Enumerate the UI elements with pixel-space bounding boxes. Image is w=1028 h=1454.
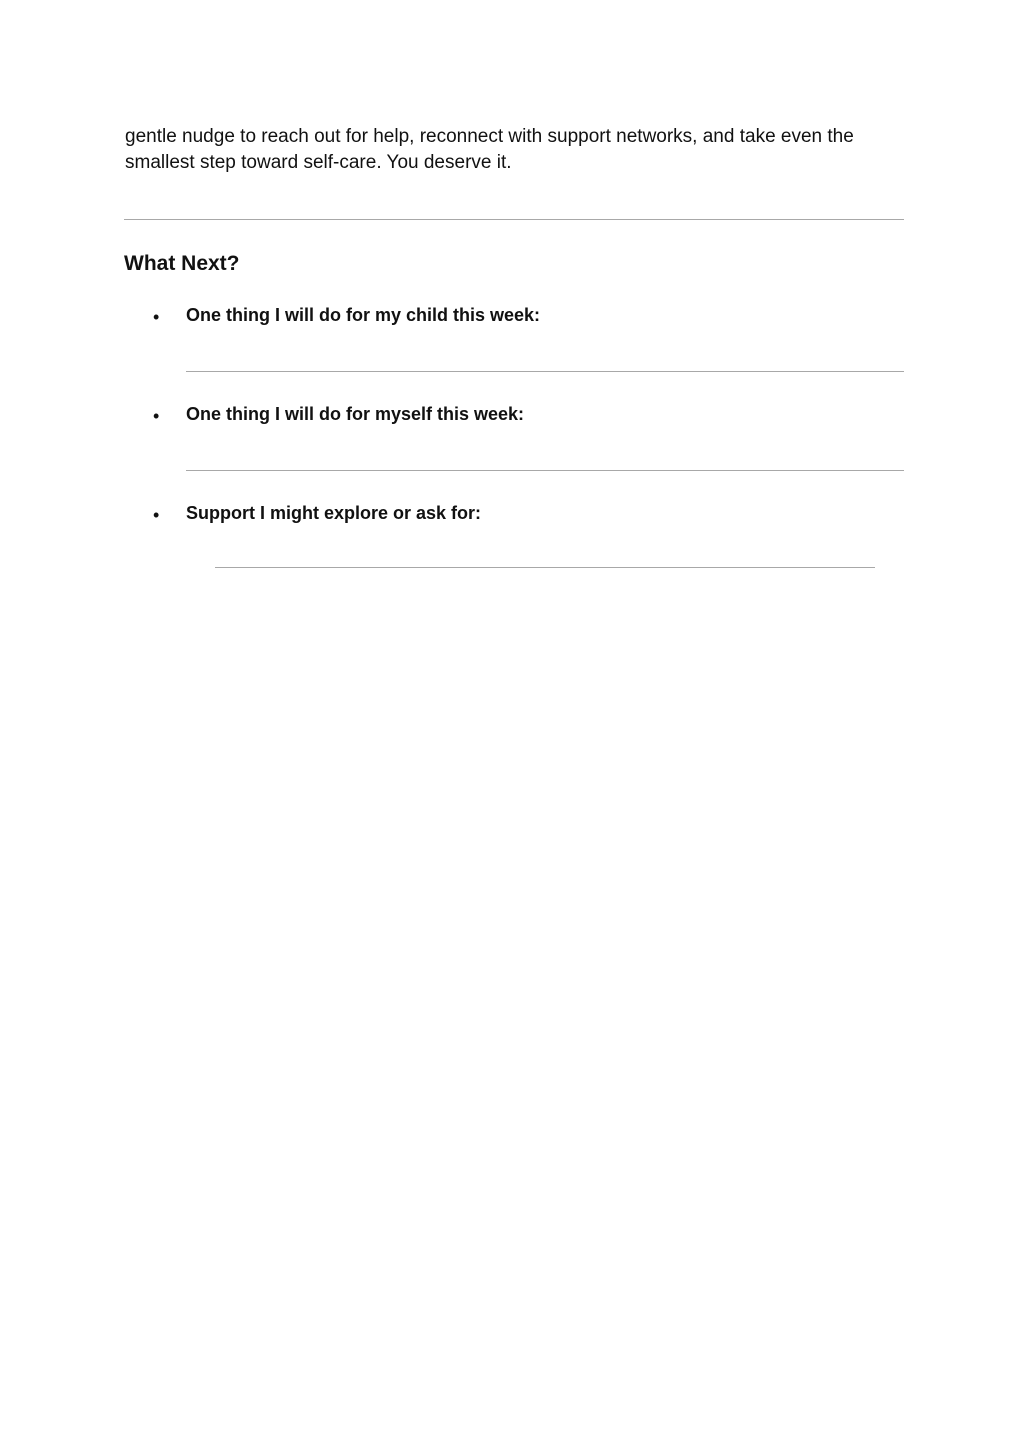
list-item [0, 500, 1028, 530]
list-item [0, 302, 1028, 332]
list-item-label: One thing I will do for my child this week: [186, 305, 541, 325]
answer-line [186, 470, 904, 471]
list-item-label: Support I might explore or ask for: [186, 503, 482, 523]
list-item [0, 401, 1028, 431]
answer-line [215, 567, 875, 568]
bullet-icon: • [153, 406, 160, 426]
bullet-icon: • [153, 505, 160, 525]
intro-paragraph: gentle nudge to reach out for help, reconnect with support networks, and take even the smallest step toward self-care. You deserve it. [125, 126, 854, 173]
section-divider [124, 219, 904, 220]
bullet-icon: • [153, 307, 160, 327]
answer-line [186, 371, 904, 372]
section-heading: What Next? [124, 252, 240, 275]
list-item-label: One thing I will do for myself this week: [186, 404, 525, 424]
